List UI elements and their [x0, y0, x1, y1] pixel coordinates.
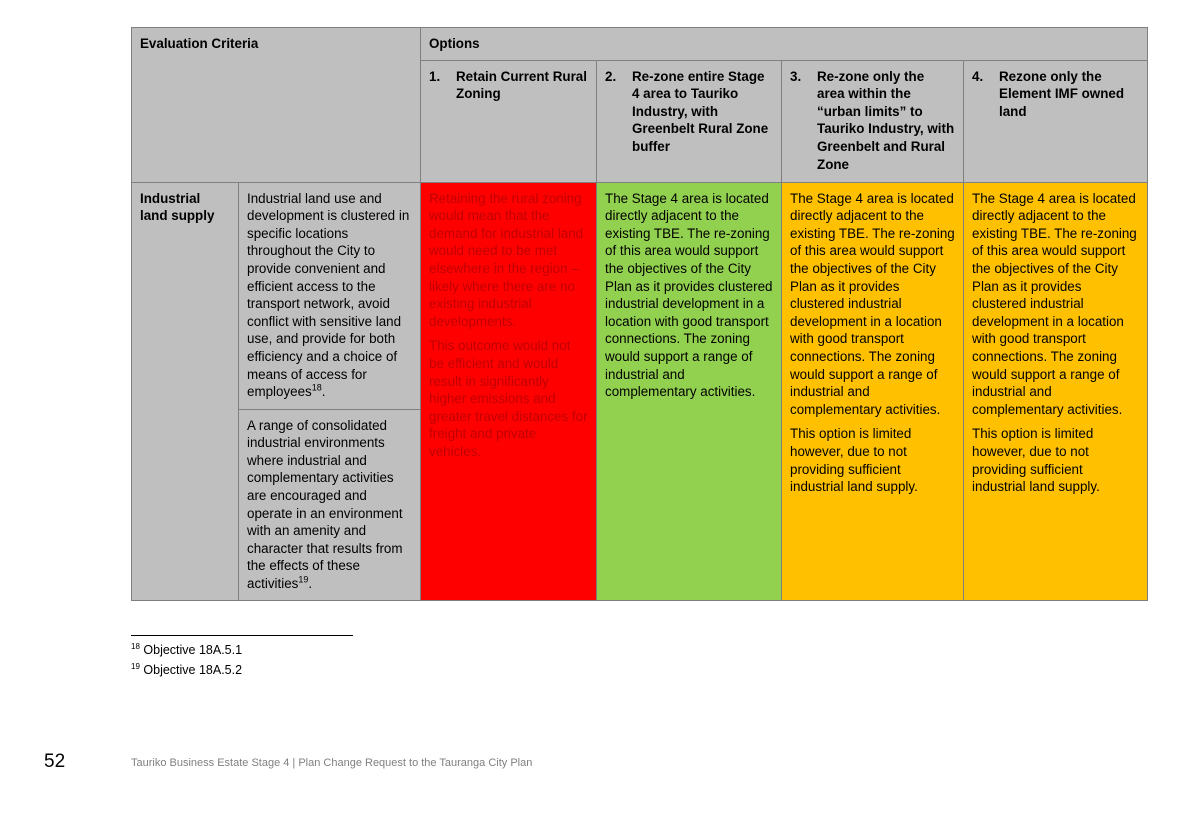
objective-1-text: Industrial land use and development is clustered in specific locations throughout the City to provide convenient and efficient access to the transport network, avoid conflict with sensitive land use, and provide for both efficiency and a choice of means of access for employees [247, 190, 410, 400]
option-2-header [597, 60, 782, 182]
footnote-text: Objective 18A.5.1 [143, 643, 243, 657]
option-3-title: Re-zone only the area within the “urban limits” to Tauriko Industry, with Greenbelt and Rural Zone [817, 68, 955, 172]
option-3-number: 3. [790, 68, 802, 84]
option-1-paragraph: Retaining the rural zoning would mean that the demand for industrial land would need to be met elsewhere in the region – likely where there are no existing industrial developments. [429, 190, 584, 329]
criterion-label: Industrial land supply [132, 182, 239, 600]
option-1-paragraph: This outcome would not be efficient and would result in significantly higher emissions and greater travel distances for freight and private vehicles. [429, 338, 588, 459]
option-1-header [421, 60, 597, 182]
page-number: 52 [44, 751, 66, 772]
criteria-row-1 [132, 182, 1148, 409]
objective-2-cell: A range of consolidated industrial environments where industrial and complementary activities are encouraged and operate in an environment with an amenity and character that results from the effects of these activities$^{19}$. [239, 409, 421, 600]
option-4-paragraph: The Stage 4 area is located directly adjacent to the existing TBE. The re-zoning of this area would support the objectives of the City Plan as it provides clustered industrial development in a location with good transport connections. The zoning would support a range of industrial and complementary activities. [972, 190, 1137, 417]
option-3-assessment [782, 182, 964, 600]
evaluation-criteria-header: Evaluation Criteria [132, 28, 421, 183]
option-3-header [782, 60, 964, 182]
objective-2-footnote-ref: 19 [298, 574, 309, 585]
option-4-paragraph: This option is limited however, due to not providing sufficient industrial land supply. [972, 426, 1100, 495]
options-header: Options [421, 28, 1148, 61]
evaluation-table [131, 27, 1148, 601]
option-3-paragraph: The Stage 4 area is located directly adjacent to the existing TBE. The re-zoning of this area would support the objectives of the City Plan as it provides clustered industrial development in a location with good transport connections. The zoning would support a range of industrial and complementary activities. [790, 190, 955, 417]
option-1-title: Retain Current Rural Zoning [456, 68, 587, 102]
option-2-paragraph: The Stage 4 area is located directly adjacent to the existing TBE. The re-zoning of this area would support the objectives of the City Plan as it provides clustered industrial development in a location with good transport connections. The zoning would support a range of industrial and complementary activities. [605, 190, 773, 400]
header-row-1 [132, 28, 1148, 61]
footnote-18 [131, 643, 242, 657]
footnote-number: 18 [131, 641, 140, 651]
option-2-assessment [597, 182, 782, 600]
objective-1-footnote-ref: 18 [311, 382, 322, 393]
footnote-19 [131, 663, 242, 677]
option-1-assessment [421, 182, 597, 600]
page-footer: Tauriko Business Estate Stage 4 | Plan Change Request to the Tauranga City Plan [131, 757, 533, 769]
option-4-number: 4. [972, 68, 984, 84]
option-2-number: 2. [605, 68, 617, 84]
option-4-title: Rezone only the Element IMF owned land [999, 68, 1125, 119]
footnote-separator [131, 635, 353, 636]
objective-2-text: A range of consolidated industrial environments where industrial and complementary activities are encouraged and operate in an environment with an amenity and character that results from the effects of these activities [247, 417, 403, 591]
option-2-title: Re-zone entire Stage 4 area to Tauriko Industry, with Greenbelt Rural Zone buffer [632, 68, 769, 154]
objective-1-cell: Industrial land use and development is clustered in specific locations throughout the City to provide convenient and efficient access to the transport network, avoid conflict with sensitive land use, and provide for both efficiency and a choice of means of access for employees$^{18}$. [239, 182, 421, 409]
option-1-number: 1. [429, 68, 441, 84]
footnote-number: 19 [131, 661, 140, 671]
footnote-text: Objective 18A.5.2 [143, 663, 243, 677]
option-4-header [964, 60, 1148, 182]
option-3-paragraph: This option is limited however, due to not providing sufficient industrial land supply. [790, 426, 918, 495]
option-4-assessment [964, 182, 1148, 600]
